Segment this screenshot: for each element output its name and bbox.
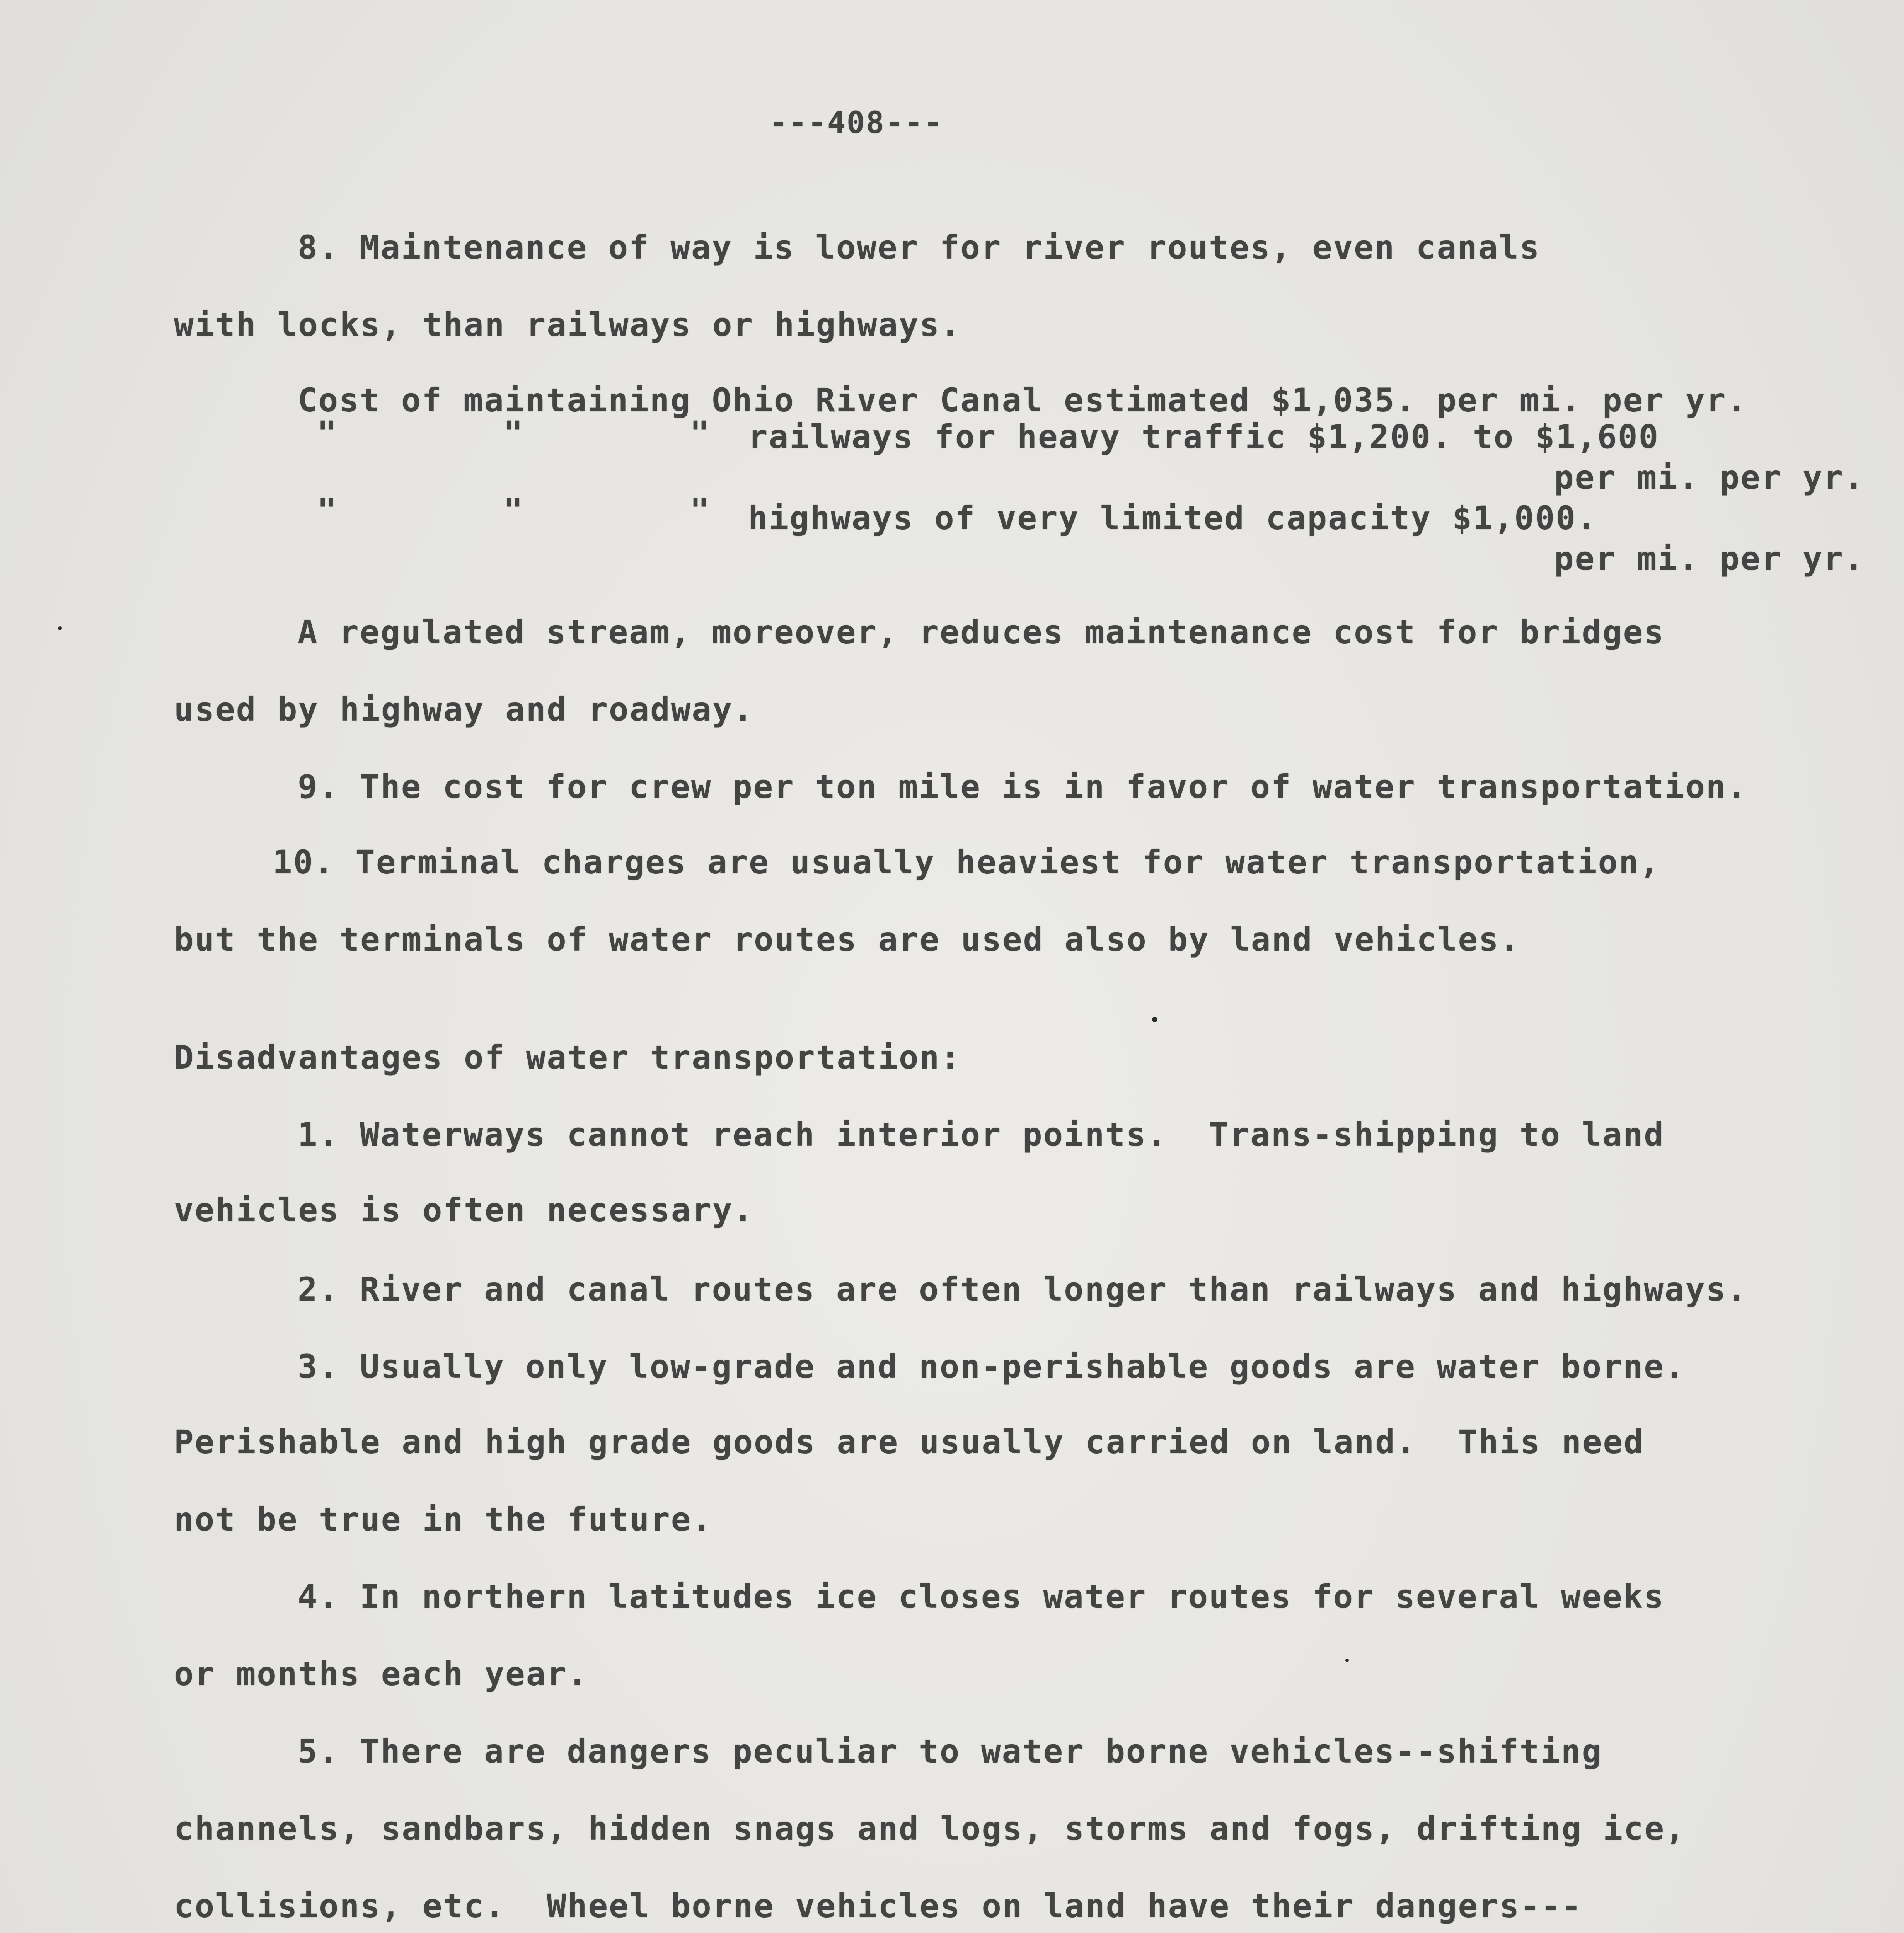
text-line: but the terminals of water routes are used also by land vehicles. [174, 920, 1520, 958]
section-heading: Disadvantages of water transportation: [174, 1038, 961, 1076]
text-line: 1. Waterways cannot reach interior points. Trans-shipping to land [298, 1116, 1665, 1154]
paper-speck [1345, 1659, 1349, 1662]
text-line: per mi. per yr. [1554, 540, 1865, 578]
text-line: per mi. per yr. [1554, 459, 1865, 496]
page-number: ---408--- [769, 106, 943, 140]
text-line: vehicles is often necessary. [174, 1191, 754, 1229]
text-line: highways of very limited capacity $1,000. [748, 499, 1597, 537]
text-line: A regulated stream, moreover, reduces maintenance cost for bridges [298, 613, 1665, 651]
text-line: 4. In northern latitudes ice closes water routes for several weeks [298, 1578, 1665, 1616]
text-line: railways for heavy traffic $1,200. to $1,600 [748, 418, 1660, 456]
text-line: or months each year. [174, 1655, 588, 1693]
text-line: 8. Maintenance of way is lower for river routes, even canals [298, 228, 1541, 266]
ditto-marks: " " " [317, 491, 711, 529]
text-line: with locks, than railways or highways. [174, 306, 961, 344]
text-line: Cost of maintaining Ohio River Canal estimated $1,035. per mi. per yr. [298, 381, 1748, 419]
text-line: 10. Terminal charges are usually heaviest for water transportation, [273, 843, 1660, 881]
text-line: used by highway and roadway. [174, 690, 754, 728]
text-line: collisions, etc. Wheel borne vehicles on land have their dangers--- [174, 1887, 1582, 1925]
text-line: 2. River and canal routes are often longer than railways and highways. [298, 1270, 1748, 1308]
text-line: 3. Usually only low-grade and non-perishable goods are water borne. [298, 1348, 1686, 1386]
ditto-marks: " " " [317, 414, 711, 452]
text-line: 9. The cost for crew per ton mile is in favor of water transportation. [298, 768, 1748, 806]
text-line: not be true in the future. [174, 1500, 713, 1538]
paper-speck [1152, 1017, 1157, 1022]
text-line: channels, sandbars, hidden snags and logs, storms and fogs, drifting ice, [174, 1810, 1686, 1848]
text-line: 5. There are dangers peculiar to water borne vehicles--shifting [298, 1732, 1603, 1770]
paper-speck [58, 626, 62, 630]
text-line: Perishable and high grade goods are usually carried on land. This need [174, 1423, 1645, 1461]
